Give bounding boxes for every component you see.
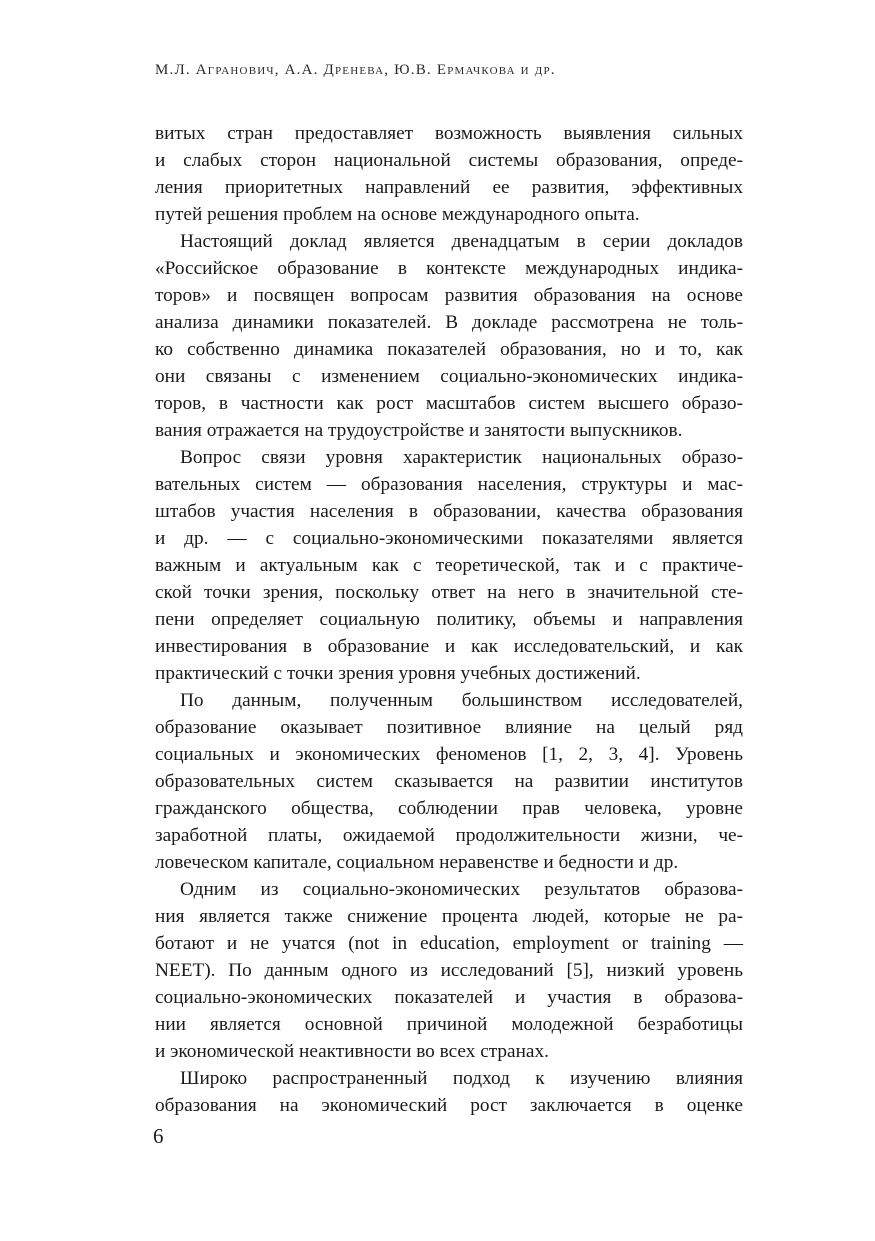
text-line: ко собственно динамика показателей образования, но и то, как [155, 339, 743, 360]
text-line: и др. — с социально-экономическими показателями является [155, 528, 743, 549]
text-line: образования на экономический рост заключается в оценке [155, 1095, 743, 1116]
paragraph-3 [155, 444, 743, 687]
paragraph-6 [155, 1065, 743, 1119]
text-line: штабов участия населения в образовании, качества образования [155, 501, 743, 522]
text-line: вания отражается на трудоустройстве и занятости выпускников. [155, 420, 683, 441]
text-line: Вопрос связи уровня характеристик национальных образо- [180, 447, 743, 468]
text-line: образовательных систем сказывается на развитии институтов [155, 771, 743, 792]
text-line: Настоящий доклад является двенадцатым в серии докладов [180, 231, 743, 252]
paragraph-1 [155, 120, 743, 228]
text-line: и экономической неактивности во всех странах. [155, 1041, 549, 1062]
text-line: вательных систем — образования населения, структуры и мас- [155, 474, 743, 495]
text-line: ния является также снижение процента людей, которые не ра- [155, 906, 743, 927]
text-line: инвестирования в образование и как исследовательский, и как [155, 636, 743, 657]
text-line: торов, в частности как рост масштабов систем высшего образо- [155, 393, 743, 414]
text-line: ботают и не учатся (not in education, employment or training — [155, 933, 743, 954]
page-number: 6 [153, 1124, 164, 1148]
text-line: витых стран предоставляет возможность выявления сильных [155, 123, 743, 144]
text-line: важным и актуальным как с теоретической, так и с практиче- [155, 555, 743, 576]
text-line: они связаны с изменением социально-экономических индика- [155, 366, 743, 387]
text-line: нии является основной причиной молодежной безработицы [155, 1014, 743, 1035]
text-line: NEET). По данным одного из исследований [5], низкий уровень [155, 960, 743, 981]
text-line: анализа динамики показателей. В докладе рассмотрена не толь- [155, 312, 743, 333]
text-line: образование оказывает позитивное влияние на целый ряд [155, 717, 743, 738]
text-line: ления приоритетных направлений ее развития, эффективных [155, 177, 743, 198]
text-line: ской точки зрения, поскольку ответ на него в значительной сте- [155, 582, 743, 603]
text-line: По данным, полученным большинством исследователей, [180, 690, 743, 711]
text-line: торов» и посвящен вопросам развития образования на основе [155, 285, 743, 306]
text-line: путей решения проблем на основе международного опыта. [155, 204, 640, 225]
paragraph-2 [155, 228, 743, 444]
text-line: Широко распространенный подход к изучению влияния [180, 1068, 743, 1089]
body-text [155, 120, 743, 1119]
text-line: ловеческом капитале, социальном неравенстве и бедности и др. [155, 852, 679, 873]
text-line: практический с точки зрения уровня учебных достижений. [155, 663, 641, 684]
text-line: «Российское образование в контексте международных индика- [155, 258, 743, 279]
text-line: и слабых сторон национальной системы образования, опреде- [155, 150, 743, 171]
text-line: социальных и экономических феноменов [1, 2, 3, 4]. Уровень [155, 744, 743, 765]
text-line: заработной платы, ожидаемой продолжительности жизни, че- [155, 825, 743, 846]
paragraph-4 [155, 687, 743, 876]
paragraph-5 [155, 876, 743, 1065]
text-line: пени определяет социальную политику, объемы и направления [155, 609, 743, 630]
text-line: гражданского общества, соблюдении прав человека, уровне [155, 798, 743, 819]
running-head: М.Л. Агранович, А.А. Дренева, Ю.В. Ермачкова и др. [155, 62, 556, 78]
text-line: социально-экономических показателей и участия в образова- [155, 987, 743, 1008]
text-line: Одним из социально-экономических результатов образова- [180, 879, 743, 900]
